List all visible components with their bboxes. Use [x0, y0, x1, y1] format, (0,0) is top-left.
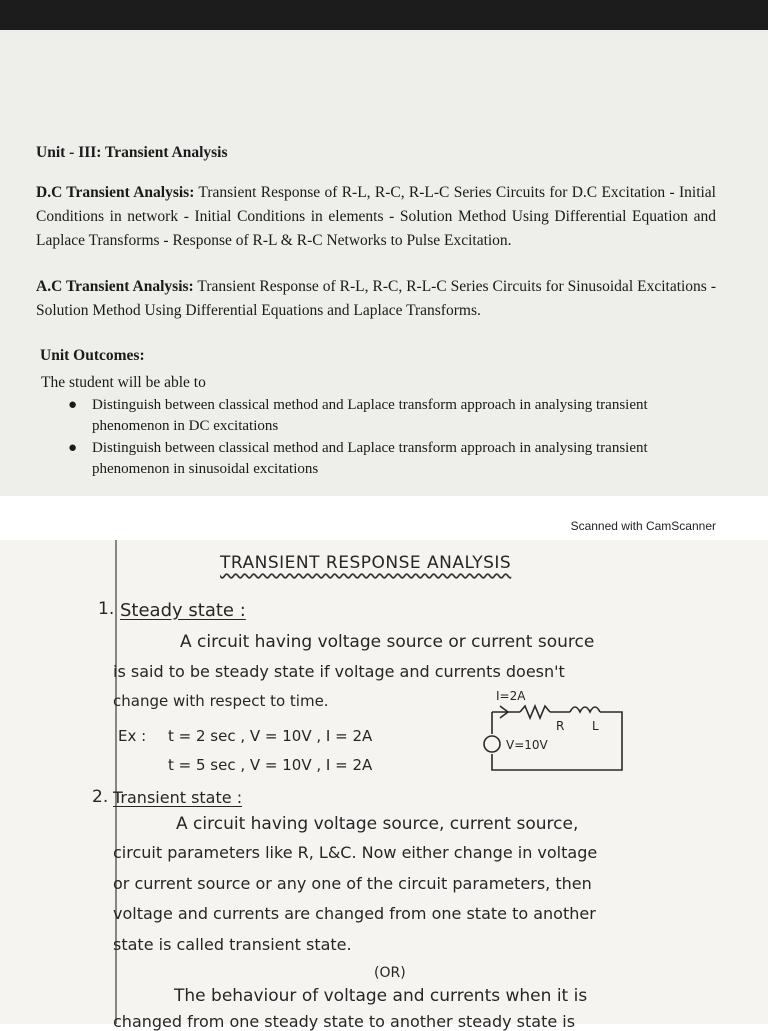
- section-1-title: Steady state :: [120, 600, 246, 621]
- example-line-2: t = 5 sec , V = 10V , I = 2A: [168, 756, 373, 774]
- top-border: [0, 0, 768, 30]
- s2-line-3: or current source or any one of the circuit parameters, then: [113, 874, 592, 893]
- ac-paragraph: [36, 275, 716, 323]
- unit-title: Unit - III: Transient Analysis: [36, 144, 228, 161]
- s2-line-5: state is called transient state.: [113, 935, 352, 954]
- s2-tail-2: changed from one steady state to another steady state is: [113, 1012, 576, 1031]
- source-label: V=10V: [506, 738, 548, 752]
- notes-title: TRANSIENT RESPONSE ANALYSIS: [220, 553, 512, 573]
- outcomes-heading: Unit Outcomes:: [40, 347, 145, 364]
- s2-line-2: circuit parameters like R, L&C. Now either change in voltage: [113, 843, 598, 862]
- s2-line-4: voltage and currents are changed from one state to another: [113, 904, 596, 923]
- section-1-number: 1.: [98, 599, 115, 619]
- list-item: [62, 438, 702, 480]
- dc-text: Transient Response of R-L, R-C, R-L-C Series Circuits for D.C Excitation - Initial Conditions in network - Initial Conditions in elements - Solution Method Using Differential Equation and Laplace Transforms - Response of R-L & R-C Networks to Pulse Excitation.: [36, 184, 716, 249]
- outcomes-intro: The student will be able to: [41, 374, 206, 391]
- section-2-number: 2.: [92, 787, 109, 807]
- example-label: Ex :: [118, 727, 147, 745]
- ac-text: Transient Response of R-L, R-C, R-L-C Series Circuits for Sinusoidal Excitations - Solution Method Using Differential Equations and Laplace Transforms.: [36, 278, 716, 319]
- s2-line-1: A circuit having voltage source, current source,: [176, 814, 579, 834]
- section-2-title: Transient state :: [113, 788, 243, 807]
- resistor-label: R: [556, 719, 565, 733]
- bullet-icon: ●: [68, 440, 78, 456]
- inductor-label: L: [592, 719, 599, 733]
- rl-circuit-diagram: [470, 682, 640, 778]
- circuit-current-label: I=2A: [496, 689, 526, 703]
- s2-tail-1: The behaviour of voltage and currents when it is: [174, 986, 588, 1006]
- outcome-text: Distinguish between classical method and Laplace transform approach in analysing transient phenomenon in DC excitations: [92, 397, 648, 434]
- outcomes-list: [62, 395, 702, 481]
- s1-line-1: A circuit having voltage source or current source: [180, 632, 595, 652]
- bullet-icon: ●: [68, 397, 78, 413]
- scanner-stamp: Scanned with CamScanner: [570, 519, 716, 533]
- dc-label: D.C Transient Analysis:: [36, 184, 195, 201]
- s1-line-2: is said to be steady state if voltage and currents doesn't: [113, 662, 565, 681]
- ac-label: A.C Transient Analysis:: [36, 278, 194, 295]
- list-item: [62, 395, 702, 437]
- example-line-1: t = 2 sec , V = 10V , I = 2A: [168, 727, 373, 745]
- or-label: (OR): [374, 965, 406, 981]
- dc-paragraph: [36, 181, 716, 253]
- s1-line-3: change with respect to time.: [113, 692, 329, 710]
- outcome-text: Distinguish between classical method and Laplace transform approach in analysing transient phenomenon in sinusoidal excitations: [92, 440, 648, 477]
